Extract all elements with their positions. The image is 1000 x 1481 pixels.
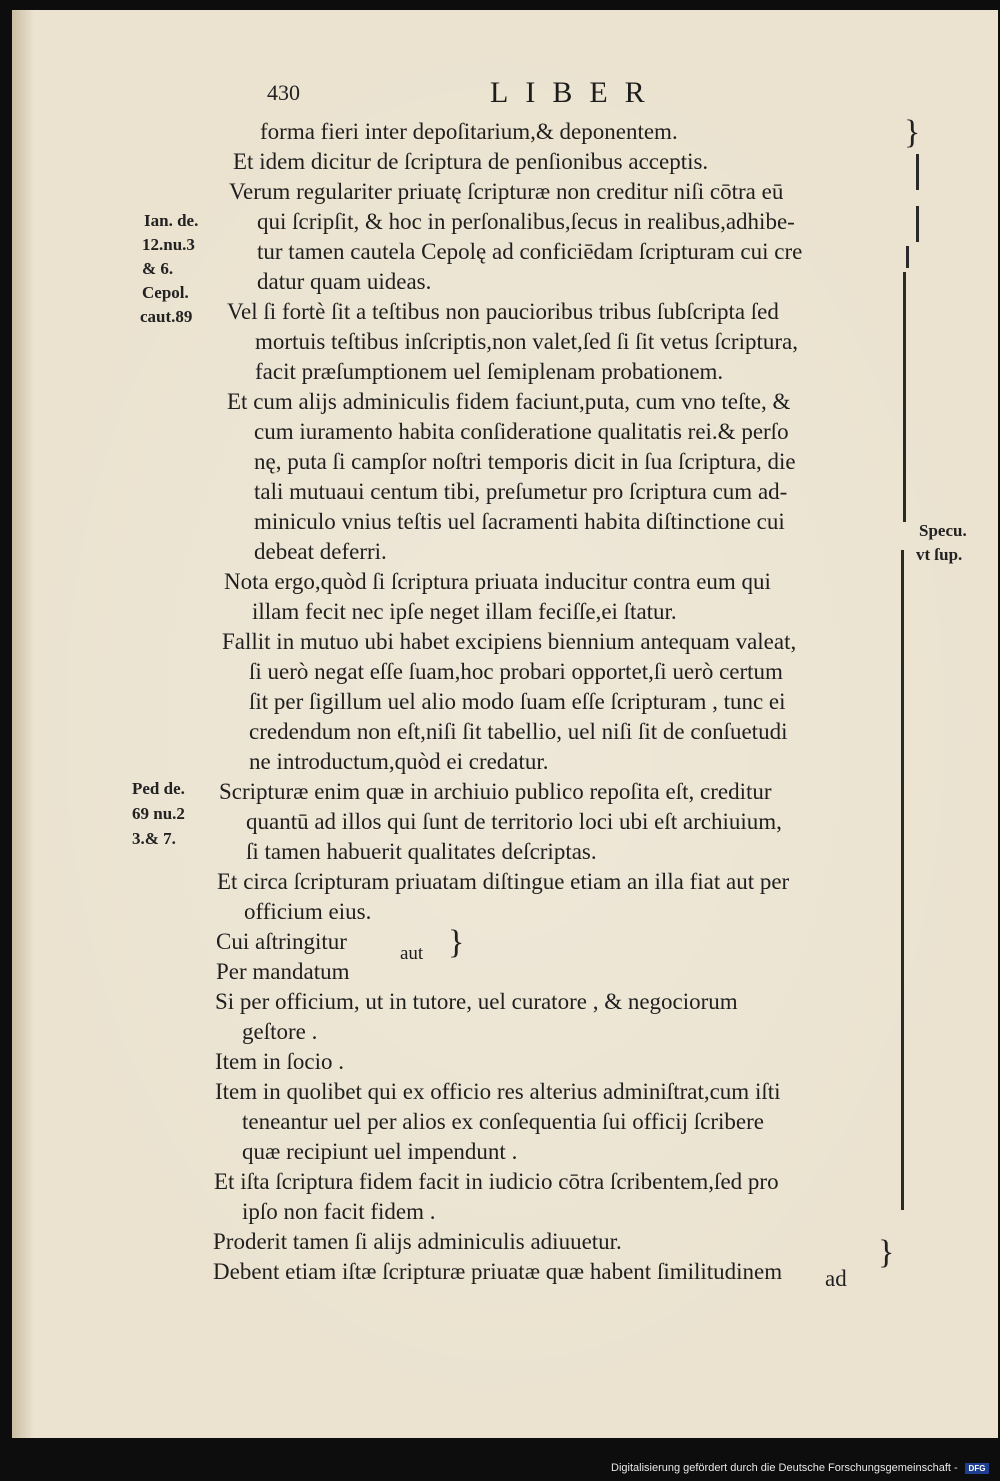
text-line: datur quam uideas. [257, 269, 432, 294]
text-line: debeat deferri. [254, 539, 387, 564]
running-head: LIBER [490, 76, 662, 109]
text-line: quantū ad illos qui ſunt de territorio loci ubi eſt archiuium, [246, 809, 782, 834]
text-line: nę, puta ſi campſor noſtri temporis dicit in ſua ſcriptura, die [254, 449, 796, 474]
text-line: Item in ſocio . [215, 1049, 345, 1074]
margin-note: 69 nu.2 [132, 804, 185, 823]
text-line: Scripturæ enim quæ in archiuio publico repoſita eſt, creditur [219, 779, 772, 804]
margin-note: 12.nu.3 [142, 235, 195, 254]
text-line: Et idem dicitur de ſcriptura de penſionibus acceptis. [233, 149, 709, 174]
margin-note: 3.& 7. [132, 829, 176, 848]
text-line: credendum non eſt,niſi ſit tabellio, uel niſi ſit de conſuetudi [249, 719, 788, 744]
text-line: teneantur uel per alios ex conſequentia ſui officij ſcribere [242, 1109, 764, 1134]
margin-rule [906, 246, 909, 268]
text-line: ſi tamen habuerit qualitates deſcriptas. [246, 839, 597, 864]
text-line: ſit per ſigillum uel alio modo ſuam eſſe ſcripturam , tunc ei [249, 689, 786, 714]
page-gutter-shadow [12, 10, 34, 1438]
text-line: Nota ergo,quòd ſi ſcriptura priuata inducitur contra eum qui [224, 569, 771, 594]
text-line: mortuis teſtibus inſcriptis,non valet,ſed ſi ſit vetus ſcriptura, [255, 329, 798, 354]
margin-note-right: vt ſup. [916, 545, 963, 564]
digitization-credit: Digitalisierung gefördert durch die Deutsche Forschungsgemeinschaft - [611, 1462, 958, 1474]
text-line: Per mandatum [216, 959, 350, 984]
text-line: quæ recipiunt uel impendunt . [242, 1139, 518, 1164]
text-line: Cui aſtringitur [216, 929, 347, 954]
text-line: Fallit in mutuo ubi habet excipiens biennium antequam valeat, [222, 629, 797, 654]
text-line: Verum regulariter priuatę ſcripturæ non creditur niſi cōtra eū [229, 179, 784, 204]
margin-note: Ped de. [132, 779, 185, 798]
text-line: geſtore . [242, 1019, 318, 1044]
book-page [12, 10, 998, 1438]
text-line: Proderit tamen ſi alijs adminiculis adiuuetur. [213, 1229, 622, 1254]
margin-note: Ian. de. [144, 211, 199, 230]
margin-rule [916, 206, 919, 242]
text-line-aut: aut [400, 943, 424, 964]
text-line: cum iuramento habita conſideratione qualitatis rei.& perſo [254, 419, 789, 444]
page-number: 430 [267, 80, 300, 105]
margin-note: Cepol. [142, 283, 189, 302]
brace-glyph: } [904, 114, 921, 151]
margin-note: caut.89 [140, 307, 193, 326]
text-line: Et iſta ſcriptura fidem facit in iudicio cōtra ſcribentem,ſed pro [214, 1169, 779, 1194]
text-line: Et cum alijs adminiculis fidem faciunt,puta, cum vno teſte, & [227, 389, 791, 414]
text-line: officium eius. [244, 899, 372, 924]
text-line: ne introductum,quòd ei credatur. [249, 749, 549, 774]
text-line: Vel ſi fortè ſit a teſtibus non paucioribus tribus ſubſcripta ſed [227, 299, 779, 324]
brace-glyph: } [878, 1234, 895, 1271]
text-line: Debent etiam iſtæ ſcripturæ priuatæ quæ habent ſimilitudinem [213, 1259, 783, 1284]
text-line: illam fecit nec ipſe neget illam feciſſe,ei ſtatur. [252, 599, 677, 624]
text-line: Si per officium, ut in tutore, uel curatore , & negociorum [215, 989, 738, 1014]
margin-rule [916, 154, 919, 190]
text-line: ipſo non facit fidem . [242, 1199, 436, 1224]
text-line: tur tamen cautela Cepolę ad conficiēdam ſcripturam cui cre [257, 239, 803, 264]
margin-rule [901, 550, 904, 1210]
margin-note-right: Specu. [919, 521, 967, 540]
catchword: ad [825, 1266, 847, 1291]
margin-rule [903, 272, 906, 522]
margin-note: & 6. [142, 259, 174, 278]
brace-glyph: } [448, 924, 465, 961]
text-line: facit præſumptionem uel ſemiplenam probationem. [255, 359, 724, 384]
text-line: Et circa ſcripturam priuatam diſtingue etiam an illa fiat aut per [217, 869, 790, 894]
text-line: tali mutuaui centum tibi, preſumetur pro ſcriptura cum ad- [254, 479, 788, 504]
text-line: miniculo vnius teſtis uel ſacramenti habita diſtinctione cui [254, 509, 785, 534]
text-line: Item in quolibet qui ex officio res alterius adminiſtrat,cum iſti [215, 1079, 781, 1104]
text-line: ſi uerò negat eſſe ſuam,hoc probari opportet,ſi uerò certum [249, 659, 783, 684]
dfg-logo: DFG [965, 1463, 989, 1474]
text-line: forma fieri inter depoſitarium,& deponentem. [260, 119, 678, 144]
text-line: qui ſcripſit, & hoc in perſonalibus,ſecus in realibus,adhibe- [257, 209, 795, 234]
